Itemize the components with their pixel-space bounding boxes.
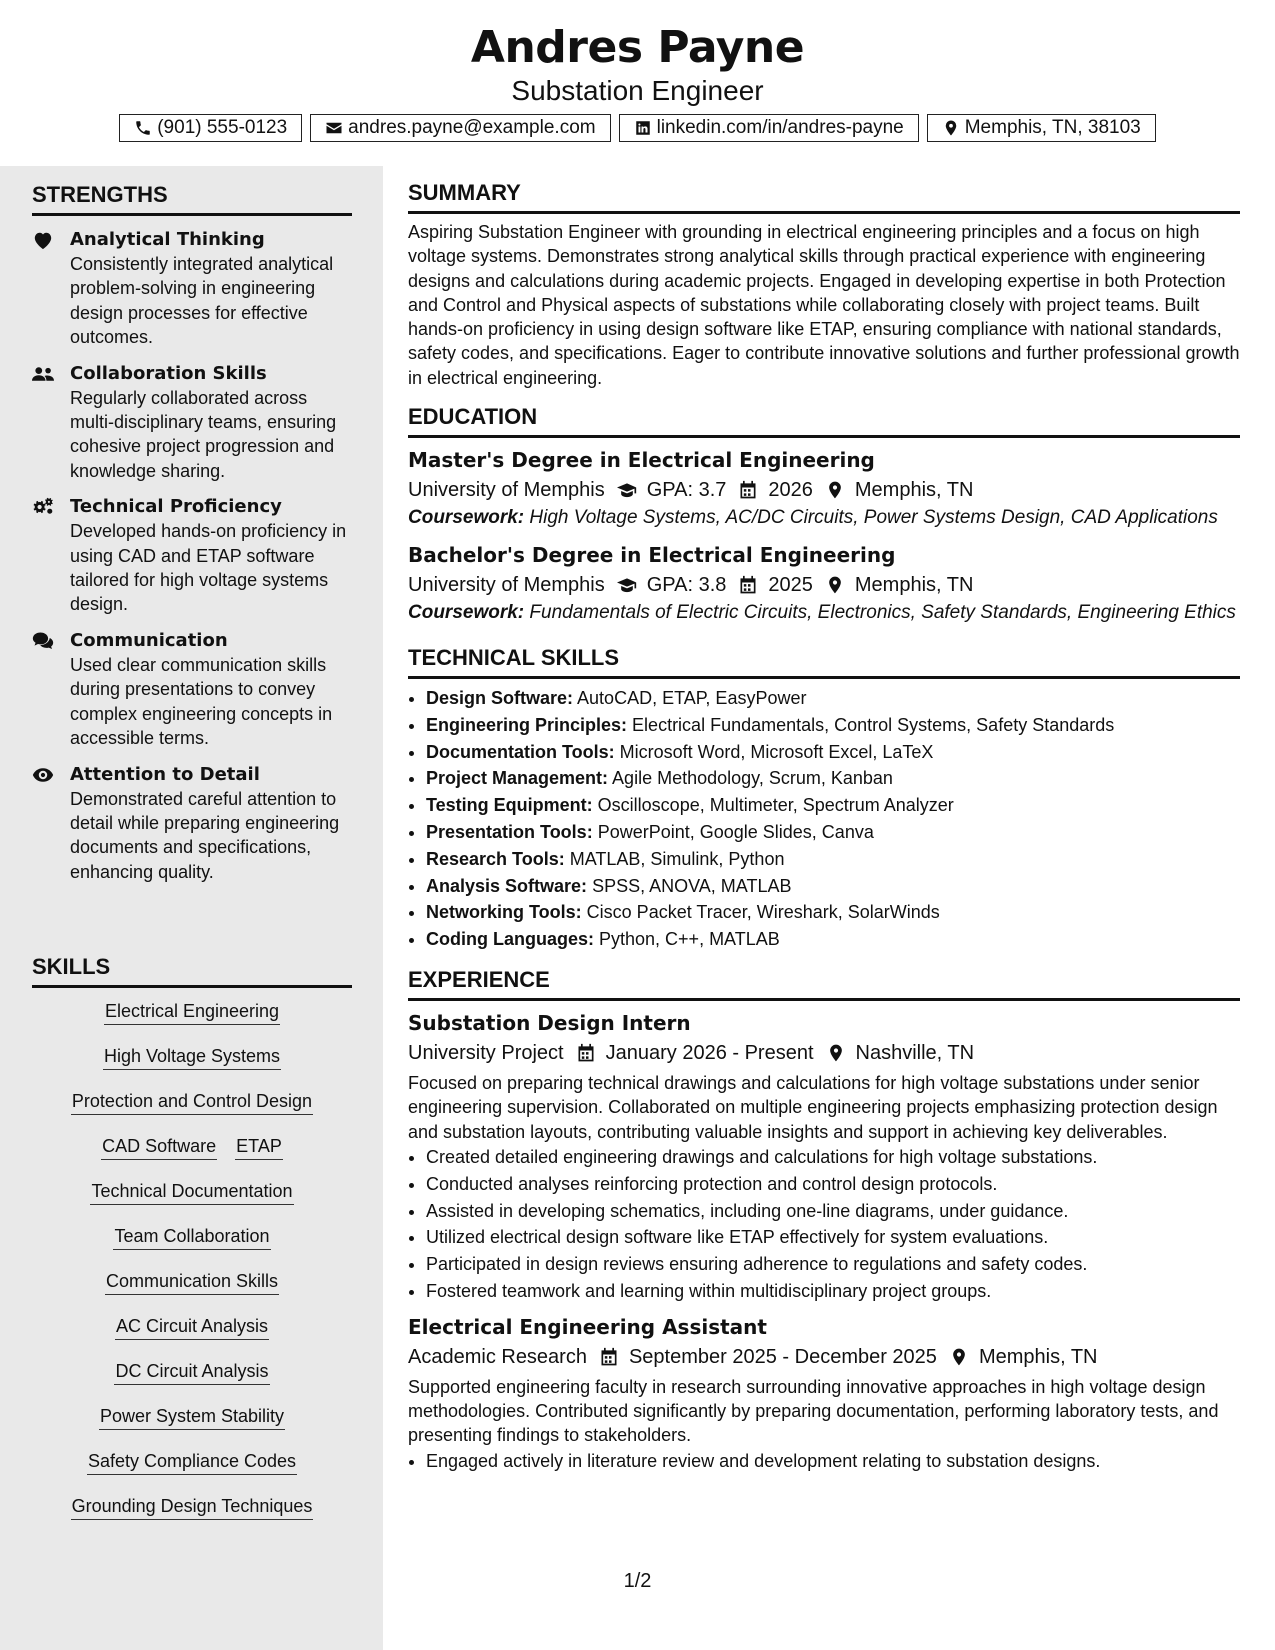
candidate-name: Andres Payne: [470, 22, 805, 73]
list-item: • Utilized electrical design software like ETAP effectively for system evaluations.: [426, 1224, 1240, 1251]
list-item: [426, 899, 1240, 926]
tech-skill-value: Electrical Fundamentals, Control Systems, Safety Standards: [627, 714, 1115, 735]
experience-title: EXPERIENCE: [408, 967, 1240, 1001]
skill-tag: ETAP: [235, 1133, 283, 1160]
tech-skill-value: MATLAB, Simulink, Python: [564, 848, 785, 869]
calendar-icon: [599, 1347, 619, 1367]
skill-tag: Grounding Design Techniques: [71, 1493, 314, 1520]
list-item: [426, 685, 1240, 712]
skill-tag: Protection and Control Design: [71, 1088, 313, 1115]
map-pin-icon: [825, 480, 845, 500]
degree-title: Master's Degree in Electrical Engineering: [408, 448, 875, 473]
gpa: GPA: 3.8: [646, 573, 727, 596]
contact-linkedin-text: linkedin.com/in/andres-payne: [656, 117, 904, 138]
resume-header: [0, 0, 1275, 142]
coursework-label: Coursework:: [408, 601, 525, 623]
education-section: [408, 404, 1240, 625]
list-item: • Engaged actively in literature review and development relating to substation designs.: [426, 1448, 1240, 1475]
heart-icon: [32, 230, 54, 250]
skills-title: SKILLS: [32, 954, 352, 988]
contact-email[interactable]: [310, 114, 610, 142]
list-item: • Created detailed engineering drawings and calculations for high voltage substations.: [426, 1144, 1240, 1171]
contact-phone-text: (901) 555-0123: [157, 117, 288, 138]
tech-skill-label: Analysis Software:: [426, 875, 588, 896]
skill-tag: Safety Compliance Codes: [87, 1448, 297, 1475]
technical-skills-section: [408, 645, 1240, 953]
coursework: [408, 506, 1240, 531]
contact-bar: [0, 114, 1275, 142]
experience-item: [408, 1009, 1240, 1305]
strength-desc: Consistently integrated analytical problem-solving in engineering design processes for effective outcomes.: [70, 254, 334, 348]
job-title: Substation Design Intern: [408, 1011, 691, 1036]
strength-desc: Developed hands-on proficiency in using CAD and ETAP software tailored for high voltage systems design.: [70, 521, 347, 615]
summary-text: Aspiring Substation Engineer with grounding in electrical engineering principles and a focus on high voltage systems. Demonstrates strong analytical skills through practical experience with engineering designs and calculations during academic projects. Engaged in developing expertise in both Protection and Control and Physical aspects of substations while collaborating closely with project teams. Built hands-on proficiency in using design software like ETAP, ensuring compliance with national standards, safety codes, and specifications. Eager to contribute innovative solutions and further professional growth in electrical engineering.: [408, 222, 1240, 388]
school-location: Memphis, TN: [854, 573, 974, 596]
tech-skill-label: Project Management:: [426, 768, 609, 789]
eye-icon: [32, 765, 54, 785]
map-pin-icon: [826, 1043, 846, 1063]
skill-tag: AC Circuit Analysis: [115, 1313, 269, 1340]
list-item: • Conducted analyses reinforcing protection and control design protocols.: [426, 1171, 1240, 1198]
coursework: [408, 601, 1240, 626]
coursework-label: Coursework:: [408, 507, 525, 529]
chat-icon: [32, 631, 54, 651]
list-item: • Assisted in developing schematics, including one-line diagrams, under guidance.: [426, 1198, 1240, 1225]
calendar-icon: [738, 575, 758, 595]
skill-tag: High Voltage Systems: [103, 1043, 281, 1070]
grad-year: 2025: [768, 573, 813, 596]
job-location: Nashville, TN: [855, 1042, 975, 1065]
strength-desc: Regularly collaborated across multi-disciplinary teams, ensuring cohesive project progression and knowledge sharing.: [70, 387, 337, 481]
tech-skill-label: Networking Tools:: [426, 902, 582, 923]
strength-title: Attention to Detail: [70, 763, 260, 785]
gears-icon: [32, 497, 54, 517]
job-description: Supported engineering faculty in research surrounding innovative approaches in high voltage design methodologies. Contributed significantly by preparing documentation, performing laboratory tests, and presenting findings to stakeholders.: [408, 1376, 1219, 1446]
tech-skill-value: Oscilloscope, Multimeter, Spectrum Analyzer: [592, 795, 954, 816]
contact-phone[interactable]: [119, 114, 302, 142]
skill-tag: Technical Documentation: [90, 1178, 293, 1205]
contact-location[interactable]: [927, 114, 1156, 142]
skill-tag: Electrical Engineering: [104, 998, 280, 1025]
tech-skill-label: Documentation Tools:: [426, 741, 615, 762]
strength-title: Communication: [70, 629, 228, 651]
strengths-section: [32, 182, 352, 884]
tech-skill-value: Agile Methodology, Scrum, Kanban: [608, 768, 893, 789]
tech-skill-value: Python, C++, MATLAB: [594, 929, 780, 950]
tech-skill-value: Microsoft Word, Microsoft Excel, LaTeX: [614, 741, 934, 762]
degree-title: Bachelor's Degree in Electrical Engineering: [408, 542, 896, 567]
skill-tag: Power System Stability: [99, 1403, 285, 1430]
strength-item: [32, 362, 352, 484]
page-number: 1/2: [623, 1570, 652, 1592]
phone-icon: [134, 119, 152, 137]
tech-skill-label: Design Software:: [426, 688, 574, 709]
list-item: [426, 792, 1240, 819]
tech-skill-value: PowerPoint, Google Slides, Canva: [592, 822, 874, 843]
graduation-cap-icon: [617, 480, 637, 500]
summary-title: SUMMARY: [408, 180, 1240, 214]
skill-tag: Communication Skills: [105, 1268, 279, 1295]
linkedin-icon: [634, 119, 652, 137]
list-item: [426, 926, 1240, 953]
contact-email-text: andres.payne@example.com: [348, 117, 596, 138]
contact-location-text: Memphis, TN, 38103: [964, 117, 1141, 138]
main-column: [408, 180, 1240, 1474]
skills-list: [32, 998, 352, 1538]
education-title: EDUCATION: [408, 404, 1240, 438]
list-item: • Participated in design reviews ensuring adherence to regulations and safety codes.: [426, 1251, 1240, 1278]
strength-title: Collaboration Skills: [70, 362, 267, 384]
list-item: [426, 739, 1240, 766]
strength-item: [32, 763, 352, 885]
list-item: [426, 819, 1240, 846]
tech-skill-value: AutoCAD, ETAP, EasyPower: [573, 688, 807, 709]
users-icon: [32, 364, 54, 384]
list-item: • Fostered teamwork and learning within multidisciplinary project groups.: [426, 1278, 1240, 1305]
tech-skill-value: Cisco Packet Tracer, Wireshark, SolarWinds: [581, 902, 940, 923]
skill-tag: CAD Software: [101, 1133, 217, 1160]
strength-desc: Used clear communication skills during presentations to convey complex engineering concepts in accessible terms.: [70, 654, 333, 749]
experience-section: [408, 967, 1240, 1474]
grad-year: 2026: [768, 479, 813, 502]
skill-tag: DC Circuit Analysis: [114, 1358, 269, 1385]
job-bullets: [408, 1144, 1240, 1305]
coursework-text: Fundamentals of Electric Circuits, Electronics, Safety Standards, Engineering Ethics: [524, 601, 1236, 623]
map-pin-icon: [949, 1347, 969, 1367]
calendar-icon: [738, 480, 758, 500]
candidate-title: Substation Engineer: [511, 75, 764, 106]
tech-skill-label: Research Tools:: [426, 848, 565, 869]
job-dates: January 2026 - Present: [605, 1042, 814, 1065]
strength-title: Technical Proficiency: [70, 496, 282, 518]
education-item: [408, 446, 1240, 531]
map-pin-icon: [825, 575, 845, 595]
job-dates: September 2025 - December 2025: [628, 1345, 937, 1368]
envelope-icon: [325, 119, 343, 137]
technical-skills-title: TECHNICAL SKILLS: [408, 645, 1240, 679]
job-title: Electrical Engineering Assistant: [408, 1314, 767, 1339]
school-name: University of Memphis: [408, 573, 605, 596]
school-name: University of Memphis: [408, 479, 605, 502]
strength-title: Analytical Thinking: [70, 229, 265, 250]
coursework-text: High Voltage Systems, AC/DC Circuits, Power Systems Design, CAD Applications: [524, 507, 1218, 529]
tech-skill-label: Testing Equipment:: [426, 795, 593, 816]
job-location: Memphis, TN: [978, 1345, 1098, 1368]
list-item: [426, 765, 1240, 792]
organization: University Project: [408, 1042, 564, 1065]
graduation-cap-icon: [617, 575, 637, 595]
job-bullets: [408, 1448, 1240, 1475]
gpa: GPA: 3.7: [646, 479, 727, 502]
list-item: [426, 873, 1240, 900]
tech-skill-value: SPSS, ANOVA, MATLAB: [587, 875, 792, 896]
strengths-title: STRENGTHS: [32, 182, 352, 216]
school-location: Memphis, TN: [854, 479, 974, 502]
contact-linkedin[interactable]: [619, 114, 919, 142]
map-pin-icon: [942, 119, 960, 137]
strength-item: [32, 495, 352, 617]
summary-section: [408, 180, 1240, 390]
technical-skills-list: [408, 685, 1240, 953]
organization: Academic Research: [408, 1345, 587, 1368]
tech-skill-label: Coding Languages:: [426, 929, 594, 950]
strength-desc: Demonstrated careful attention to detail while preparing engineering documents and specifications, enhancing quality.: [70, 788, 340, 882]
tech-skill-label: Presentation Tools:: [426, 822, 593, 843]
strength-item: [32, 228, 352, 350]
job-description: Focused on preparing technical drawings and calculations for high voltage substations under senior engineering supervision. Collaborated on multiple engineering projects emphasizing protection design and substation layouts, contributing valuable insights and support in achieving key deliverables.: [408, 1073, 1218, 1142]
skill-tag: Team Collaboration: [113, 1223, 270, 1250]
sidebar: [0, 166, 383, 1650]
tech-skill-label: Engineering Principles:: [426, 714, 628, 735]
skills-section: [32, 954, 352, 1538]
list-item: [426, 712, 1240, 739]
experience-item: [408, 1313, 1240, 1475]
education-item: [408, 541, 1240, 626]
strength-item: [32, 629, 352, 751]
calendar-icon: [576, 1043, 596, 1063]
list-item: [426, 846, 1240, 873]
